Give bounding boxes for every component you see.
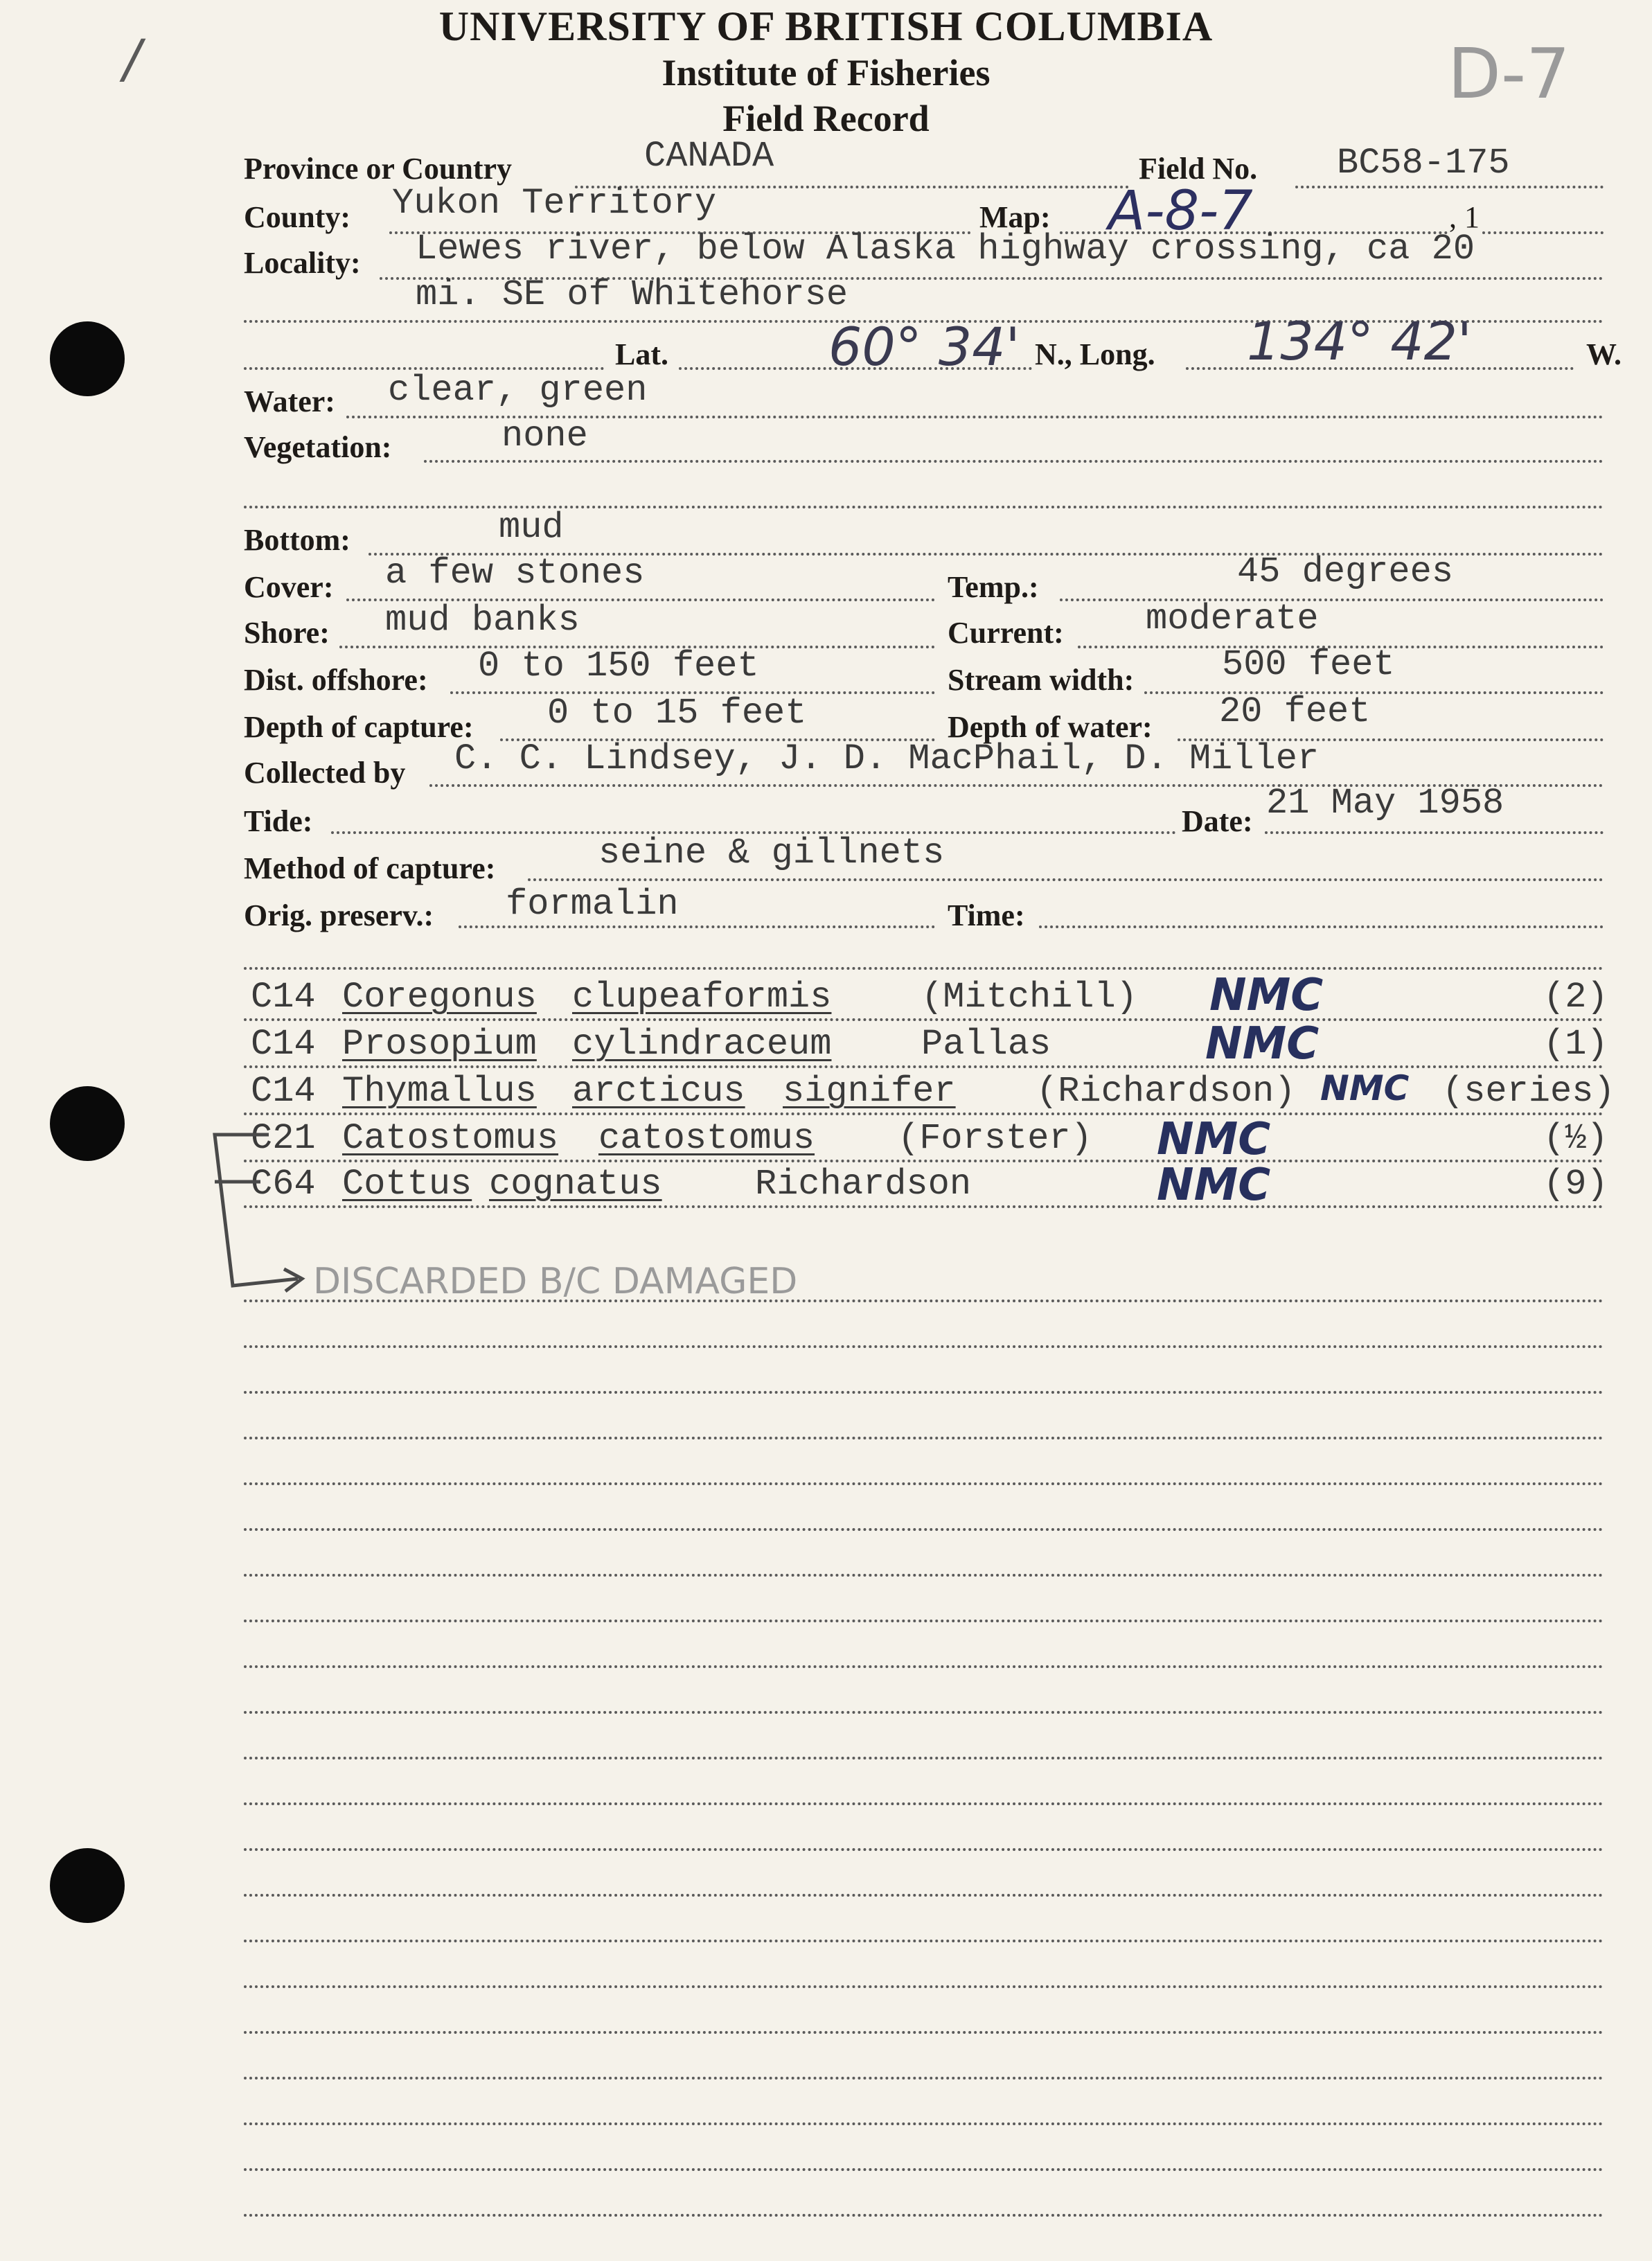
specimen-mark: NMC [1320, 1068, 1410, 1108]
ruled-dotline [244, 1528, 1604, 1531]
ruled-dotline [244, 1802, 1604, 1805]
preserv-label: Orig. preserv.: [244, 898, 434, 932]
specimen-dotline-1 [244, 1018, 1604, 1021]
field-no-label: Field No. [1139, 152, 1258, 186]
ruled-dotline [244, 2122, 1604, 2125]
water-value: clear, green [388, 370, 648, 411]
specimen-dotline-5 [244, 1205, 1604, 1208]
ruled-dotline [244, 2077, 1604, 2080]
dist-offshore-label: Dist. offshore: [244, 663, 428, 697]
specimen-genus: Thymallus [342, 1071, 537, 1112]
ruled-dotline [244, 1482, 1604, 1485]
stream-width-value: 500 feet [1222, 644, 1395, 685]
discard-annotation: DISCARDED B/C DAMAGED [313, 1261, 798, 1302]
current-label: Current: [948, 616, 1064, 650]
specimen-code: C14 [251, 977, 316, 1018]
punch-hole-bottom [50, 1848, 125, 1923]
specimen-genus: Catostomus [342, 1118, 559, 1159]
tide-label: Tide: [244, 804, 313, 838]
specimen-species: cylindraceum [572, 1024, 832, 1065]
vegetation-label: Vegetation: [244, 430, 392, 464]
specimen-mark: NMC [1157, 1160, 1271, 1211]
water-label: Water: [244, 384, 335, 418]
specimen-code: C14 [251, 1024, 316, 1065]
province-label: Province or Country [244, 152, 512, 186]
discard-bracket-arrow [194, 1122, 319, 1302]
form-title: Field Record [722, 98, 930, 139]
specimen-code: C64 [251, 1164, 316, 1205]
county-label: County: [244, 200, 351, 234]
date-label: Date: [1182, 804, 1253, 838]
specimen-species: catostomus [598, 1118, 815, 1159]
specimen-species: arcticus [572, 1071, 745, 1112]
ruled-dotline [244, 1574, 1604, 1577]
ruled-dotline [244, 1848, 1604, 1851]
time-label: Time: [948, 898, 1025, 932]
ruled-dotline [244, 2168, 1604, 2171]
vegetation-dotline2 [244, 506, 1604, 508]
ruled-dotline [244, 1894, 1604, 1897]
lat-label: Lat. [615, 337, 668, 371]
vegetation-dotline [424, 460, 1604, 463]
ruled-dotline [244, 1665, 1604, 1668]
lat-value: 60° 34' [828, 316, 1020, 378]
field-no-dotline [1295, 186, 1604, 188]
depth-capture-label: Depth of capture: [244, 710, 474, 744]
stream-width-label: Stream width: [948, 663, 1135, 697]
punch-hole-middle [50, 1086, 125, 1161]
date-dotline [1265, 831, 1604, 834]
specimen-species: clupeaformis [572, 977, 832, 1018]
specimen-genus: Coregonus [342, 977, 537, 1018]
ruled-dotline [244, 2214, 1604, 2217]
locality-label: Locality: [244, 246, 361, 280]
specimen-count: (1) [1543, 1024, 1608, 1065]
ruled-dotline [244, 1985, 1604, 1988]
ruled-dotline [244, 1940, 1604, 1942]
specimen-code: C14 [251, 1071, 316, 1112]
ruled-dotline [244, 1711, 1604, 1714]
specimen-count: (2) [1543, 977, 1608, 1018]
map-label: Map: [979, 200, 1051, 234]
ruled-dotline [244, 1300, 1604, 1302]
map-value: A-8-7 [1108, 180, 1253, 242]
method-value: seine & gillnets [598, 833, 945, 874]
method-label: Method of capture: [244, 851, 496, 885]
ruled-dotline [244, 2031, 1604, 2034]
ruled-dotline [244, 1437, 1604, 1439]
shore-value: mud banks [385, 600, 580, 641]
specimen-dotline-4 [244, 1160, 1604, 1162]
specimen-code: C21 [251, 1118, 316, 1159]
depth-water-value: 20 feet [1219, 691, 1371, 732]
bottom-value: mud [499, 507, 564, 548]
specimen-count: (½) [1543, 1118, 1608, 1159]
bottom-label: Bottom: [244, 523, 350, 557]
current-value: moderate [1146, 598, 1319, 639]
specimen-genus: Prosopium [342, 1024, 537, 1065]
collected-by-label: Collected by [244, 756, 406, 790]
stream-width-dotline [1144, 691, 1604, 694]
preserv-dotline [459, 925, 935, 928]
specimen-species: cognatus [489, 1164, 662, 1205]
cover-label: Cover: [244, 570, 334, 604]
map-suffix-dotline [1482, 231, 1604, 234]
specimen-author: Pallas [921, 1024, 1051, 1065]
temp-dotline [1060, 598, 1604, 601]
specimen-count: (series) [1442, 1071, 1615, 1112]
temp-label: Temp.: [948, 570, 1039, 604]
long-value: 134° 42' [1247, 310, 1472, 372]
locality-line2: mi. SE of Whitehorse [416, 274, 849, 315]
dist-offshore-value: 0 to 150 feet [478, 646, 759, 686]
date-value: 21 May 1958 [1266, 783, 1504, 824]
ruled-dotline [244, 1391, 1604, 1394]
shore-label: Shore: [244, 616, 330, 650]
ruled-dotline [244, 1345, 1604, 1348]
specimen-subspecies: signifer [783, 1071, 956, 1112]
n-long-label: N., Long. [1035, 337, 1155, 371]
map-suffix: , 1 [1449, 200, 1480, 234]
ruled-dotline [244, 1757, 1604, 1759]
specimen-mark: NMC [1209, 970, 1324, 1021]
institution-title: UNIVERSITY OF BRITISH COLUMBIA [438, 3, 1214, 49]
specimen-dotline-3 [244, 1112, 1604, 1115]
depth-capture-value: 0 to 15 feet [547, 693, 807, 734]
method-dotline [528, 878, 1604, 881]
specimen-mark: NMC [1205, 1018, 1320, 1070]
locality-line1: Lewes river, below Alaska highway crossing, ca 20 [416, 229, 1475, 269]
institute-title: Institute of Fisheries [661, 52, 991, 94]
depth-water-label: Depth of water: [948, 710, 1153, 744]
temp-value: 45 degrees [1237, 551, 1454, 592]
specimen-author: (Mitchill) [921, 977, 1138, 1018]
preserv-value: formalin [506, 884, 679, 925]
specimen-author: Richardson [755, 1164, 972, 1205]
ruled-dotline [244, 1620, 1604, 1622]
vegetation-value: none [501, 416, 588, 456]
corner-mark-left: / [123, 28, 141, 89]
specimen-genus: Cottus [342, 1164, 472, 1205]
w-label: W. [1586, 337, 1622, 371]
specimen-author: (Richardson) [1036, 1071, 1296, 1112]
province-value: CANADA [644, 136, 774, 177]
collected-by-value: C. C. Lindsey, J. D. MacPhail, D. Miller [454, 738, 1320, 779]
punch-hole-top [50, 321, 125, 396]
cover-value: a few stones [385, 553, 645, 594]
field-no-value: BC58-175 [1337, 143, 1510, 184]
specimen-mark: NMC [1157, 1114, 1271, 1165]
specimen-count: (9) [1543, 1164, 1608, 1205]
separator-dotline [244, 967, 1604, 970]
time-dotline [1039, 925, 1604, 928]
corner-mark-right: D-7 [1448, 33, 1570, 114]
county-value: Yukon Territory [392, 183, 717, 224]
specimen-author: (Forster) [898, 1118, 1092, 1159]
